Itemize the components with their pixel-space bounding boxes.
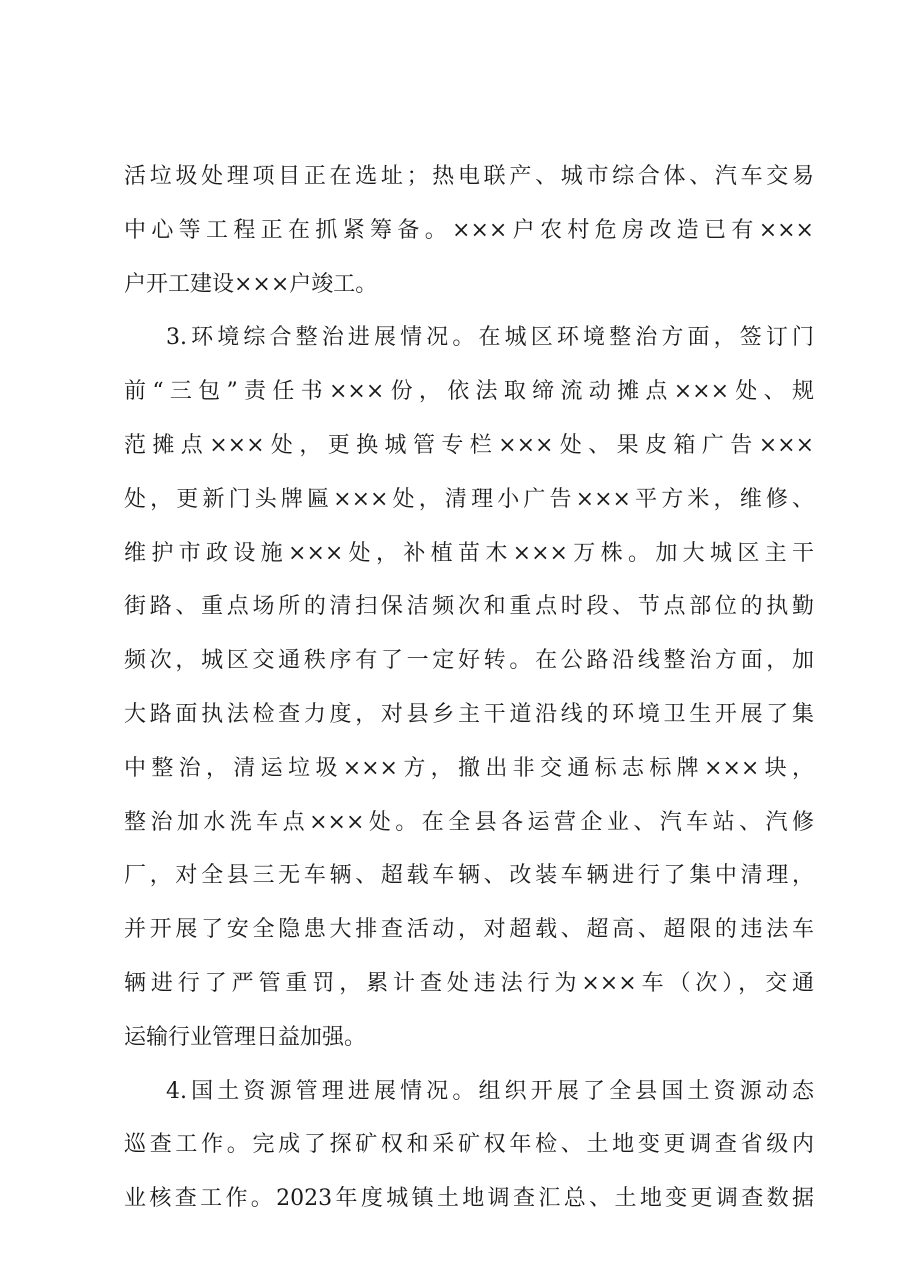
text-line: 整治加水洗车点×××处。在全县各运营企业、汽车站、汽修 xyxy=(124,809,814,835)
text-line: 活垃圾处理项目正在选址；热电联产、城市综合体、汽车交易 xyxy=(124,164,814,189)
text-line: 并开展了安全隐患大排查活动，对超载、超高、超限的违法车 xyxy=(124,917,814,943)
text-line: 4.国土资源管理进展情况。组织开展了全县国土资源动态 xyxy=(166,1078,814,1104)
text-line: 范摊点×××处，更换城管专栏×××处、果皮箱广告××× xyxy=(124,432,814,458)
text-line: 3.环境综合整治进展情况。在城区环境整治方面，签订门 xyxy=(166,325,814,351)
text-line: 前“三包”责任书×××份，依法取缔流动摊点×××处、规 xyxy=(124,379,814,405)
text-line: 处，更新门头牌匾×××处，清理小广告×××平方米，维修、 xyxy=(124,486,814,512)
text-line: 频次，城区交通秩序有了一定好转。在公路沿线整治方面，加 xyxy=(124,648,814,674)
body-text xyxy=(124,150,814,1226)
text-line: 中心等工程正在抓紧筹备。×××户农村危房改造已有××× xyxy=(124,217,814,243)
text-line: 户开工建设×××户竣工。 xyxy=(124,271,378,297)
text-line: 业核查工作。2023年度城镇土地调查汇总、土地变更调查数据 xyxy=(124,1186,814,1212)
text-line: 运输行业管理日益加强。 xyxy=(124,1024,367,1050)
text-line: 大路面执法检查力度，对县乡主干道沿线的环境卫生开展了集 xyxy=(124,701,814,727)
text-line: 巡查工作。完成了探矿权和采矿权年检、土地变更调查省级内 xyxy=(124,1132,814,1158)
text-line: 街路、重点场所的清扫保洁频次和重点时段、节点部位的执勤 xyxy=(124,594,814,620)
text-line: 厂，对全县三无车辆、超载车辆、改装车辆进行了集中清理， xyxy=(124,863,814,889)
text-line: 中整治，清运垃圾×××方，撤出非交通标志标牌×××块， xyxy=(124,755,814,781)
text-line: 辆进行了严管重罚，累计查处违法行为×××车（次），交通 xyxy=(124,970,814,996)
text-line: 维护市政设施×××处，补植苗木×××万株。加大城区主干 xyxy=(124,540,814,566)
